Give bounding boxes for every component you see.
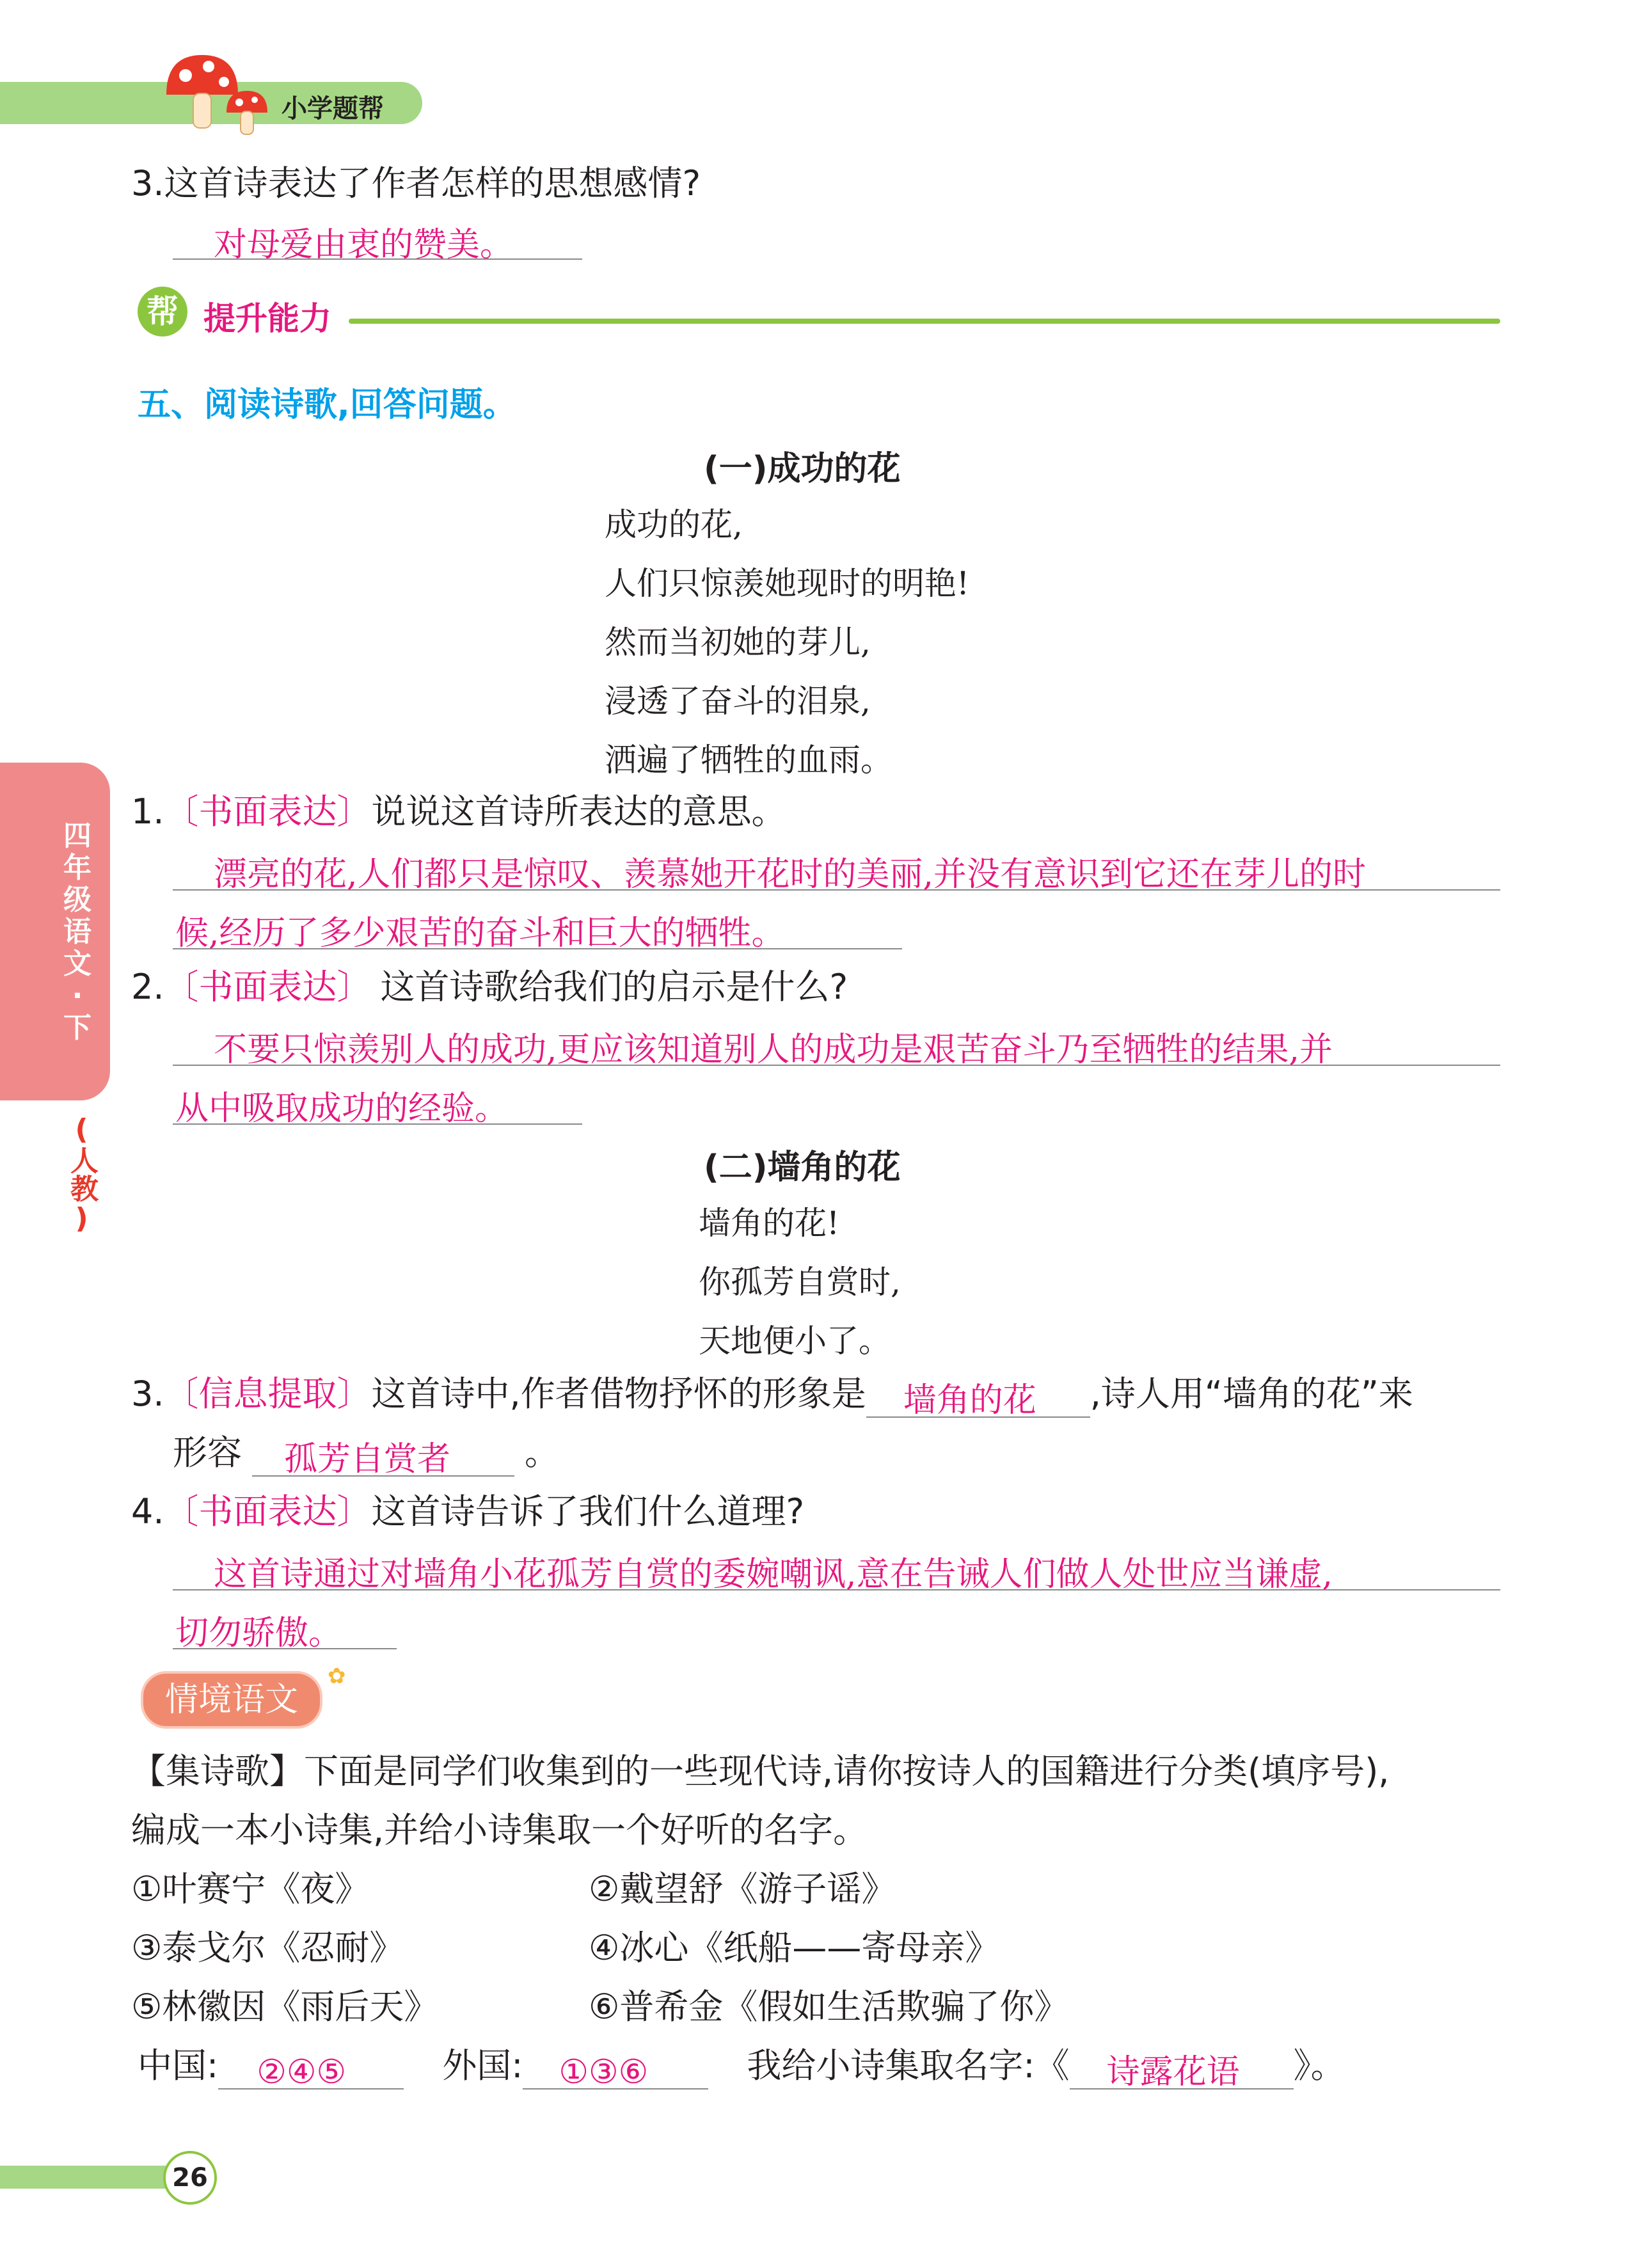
- question-text: ,诗人用“墙角的花”来: [1090, 1374, 1413, 1414]
- question-3: [131, 1370, 1413, 1418]
- blank-answer: 孤芳自赏者: [284, 1440, 451, 1479]
- grade-label: 四 年 级 语 文 · 下: [63, 820, 91, 1044]
- edition-label: (人教): [65, 1113, 98, 1235]
- answer-line[interactable]: [173, 902, 902, 953]
- answer-text: 候,经历了多少艰苦的奋斗和巨大的牺牲。: [175, 914, 785, 953]
- question-text: 这首诗表达了作者怎样的思想感情?: [164, 163, 701, 203]
- question-tag: 〔信息提取〕: [164, 1374, 372, 1414]
- section-heading: 五、阅读诗歌,回答问题。: [138, 386, 516, 424]
- foreign-answer: ①③⑥: [559, 2053, 649, 2091]
- answer-line[interactable]: [173, 843, 1500, 894]
- poem-item: ⑤林徽因《雨后天》: [131, 1986, 439, 2027]
- china-answer: ②④⑤: [257, 2053, 347, 2091]
- question-tag: 〔书面表达〕: [164, 1491, 372, 1532]
- question-text: 形容: [173, 1432, 242, 1473]
- mushroom-icon: [160, 51, 282, 141]
- question-tag: 〔书面表达〕: [164, 967, 372, 1007]
- poem-line: 成功的花,: [605, 506, 743, 543]
- poem-line: 浸透了奋斗的泪泉,: [605, 683, 871, 720]
- poem-line: 墙角的花!: [699, 1205, 840, 1242]
- name-answer: 诗露花语: [1106, 2053, 1240, 2091]
- question-2: [131, 964, 848, 1011]
- poem-title: (一)成功的花: [704, 450, 901, 488]
- answer-text: 这首诗通过对墙角小花孤芳自赏的委婉嘲讽,意在告诫人们做人处世应当谦虚,: [214, 1555, 1333, 1594]
- question-1: [131, 788, 786, 836]
- question-text: 。: [525, 1432, 559, 1473]
- poem-title: (二)墙角的花: [704, 1148, 901, 1187]
- answer-text: 不要只惊羡别人的成功,更应该知道别人的成功是艰苦奋斗乃至牺牲的结果,并: [214, 1031, 1333, 1069]
- question-3-cont: [173, 1429, 559, 1477]
- poem-item: ①叶赛宁《夜》: [131, 1869, 370, 1909]
- classify-row: [138, 2042, 1345, 2090]
- china-blank[interactable]: [218, 2049, 404, 2090]
- question-number: 3.: [131, 163, 164, 203]
- fill-blank[interactable]: [866, 1377, 1090, 1418]
- question-number: 3.: [131, 1374, 164, 1414]
- answer-text: 从中吸取成功的经验。: [175, 1090, 509, 1128]
- page-number: 26: [163, 2151, 217, 2205]
- banner-title: 提升能力: [203, 300, 331, 337]
- fill-blank[interactable]: [252, 1436, 514, 1477]
- question-text: 这首诗告诉了我们什么道理?: [371, 1491, 805, 1532]
- answer-line[interactable]: [173, 1602, 397, 1653]
- question-3-top: [131, 160, 701, 207]
- name-label: 我给小诗集取名字:《: [747, 2045, 1070, 2086]
- situation-label: 情境语文: [141, 1671, 322, 1729]
- answer-text: 漂亮的花,人们都只是惊叹、羡慕她开花时的美丽,并没有意识到它还在芽儿的时: [214, 855, 1367, 894]
- brand-title: 小学题帮: [282, 94, 384, 123]
- banner-badge: 帮: [138, 287, 187, 337]
- question-number: 2.: [131, 967, 164, 1007]
- china-label: 中国:: [138, 2045, 219, 2086]
- poem-line: 你孤芳自赏时,: [699, 1264, 901, 1301]
- star-icon: ✿: [328, 1663, 346, 1689]
- name-end: 》。: [1293, 2045, 1345, 2086]
- answer-line[interactable]: [173, 1543, 1500, 1594]
- blank-answer: 墙角的花: [903, 1381, 1036, 1420]
- question-text: 这首诗中,作者借物抒怀的形象是: [371, 1374, 866, 1414]
- situation-intro: 编成一本小诗集,并给小诗集取一个好听的名字。: [131, 1810, 868, 1850]
- question-4: [131, 1488, 804, 1535]
- foreign-label: 外国:: [442, 2045, 523, 2086]
- answer-line[interactable]: [173, 1019, 1500, 1069]
- poem-item: ⑥普希金《假如生活欺骗了你》: [589, 1986, 1069, 2027]
- name-blank[interactable]: [1070, 2049, 1294, 2090]
- question-text: 说说这首诗所表达的意思。: [371, 791, 786, 832]
- question-number: 4.: [131, 1491, 164, 1532]
- answer-text: 对母爱由衷的赞美。: [214, 226, 514, 264]
- side-tab: [0, 763, 110, 1100]
- situation-intro: 【集诗歌】下面是同学们收集到的一些现代诗,请你按诗人的国籍进行分类(填序号),: [131, 1751, 1390, 1791]
- poem-line: 天地便小了。: [699, 1322, 891, 1360]
- poem-item: ②戴望舒《游子谣》: [589, 1869, 896, 1909]
- footer-band: [0, 2166, 186, 2189]
- poem-line: 然而当初她的芽儿,: [605, 624, 871, 661]
- answer-line[interactable]: [173, 216, 582, 264]
- question-tag: 〔书面表达〕: [164, 791, 372, 832]
- question-number: 1.: [131, 791, 164, 832]
- poem-item: ④冰心《纸船——寄母亲》: [589, 1928, 1000, 1968]
- foreign-blank[interactable]: [523, 2049, 708, 2090]
- poem-line: 人们只惊羡她现时的明艳!: [605, 565, 970, 602]
- answer-line[interactable]: [173, 1077, 582, 1128]
- poem-item: ③泰戈尔《忍耐》: [131, 1928, 404, 1968]
- answer-text: 切勿骄傲。: [175, 1614, 342, 1653]
- poem-line: 洒遍了牺牲的血雨。: [605, 741, 892, 779]
- question-text: 这首诗歌给我们的启示是什么?: [380, 967, 848, 1007]
- banner-divider: [349, 319, 1500, 324]
